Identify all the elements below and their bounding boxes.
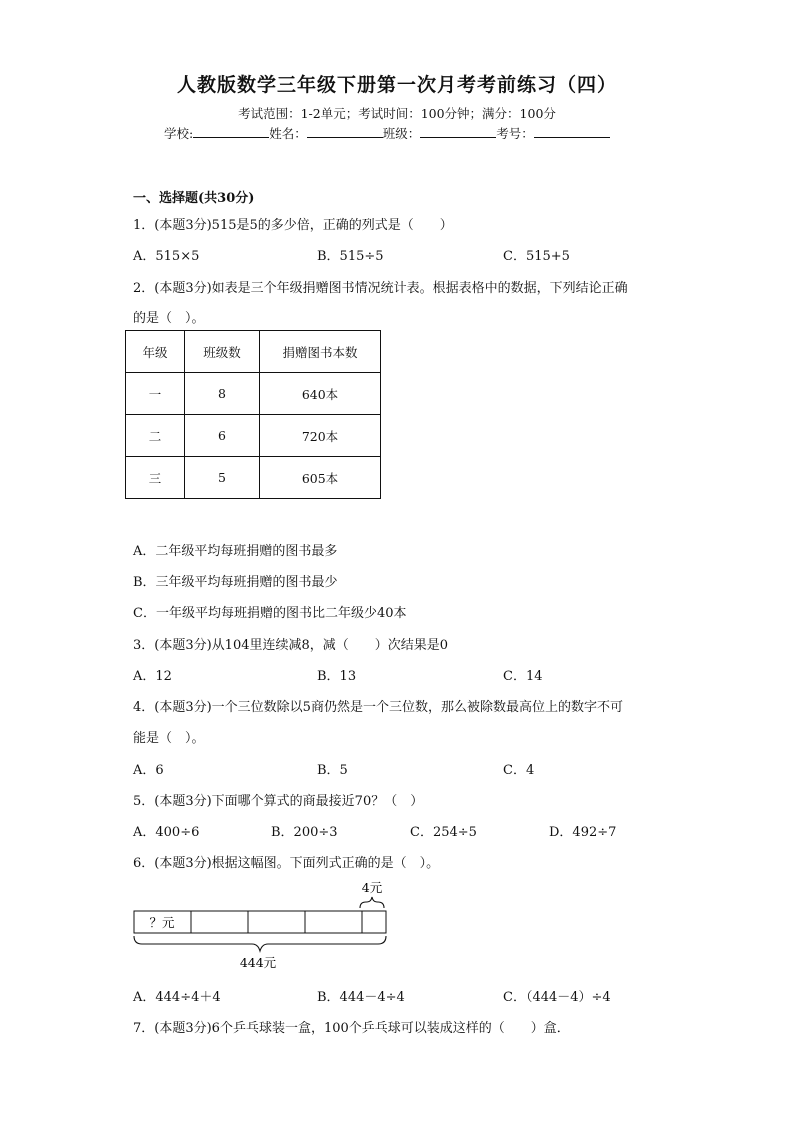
q4-option-b[interactable]: B．5 (317, 763, 348, 778)
bottom-brace (134, 936, 386, 951)
q1-option-b[interactable]: B．515÷5 (317, 249, 384, 264)
class-blank[interactable] (420, 125, 496, 138)
first-box-label: ？元 (149, 915, 175, 930)
table-cell: 605本 (260, 457, 381, 499)
q5-option-c[interactable]: C．254÷5 (410, 825, 477, 840)
class-label: 班级： (382, 126, 421, 141)
q6-option-c[interactable]: C．（444－4）÷4 (503, 990, 611, 1005)
page-title: 人教版数学三年级下册第一次月考考前练习（四） (176, 74, 617, 96)
question-4-line1: 4．(本题3分)一个三位数除以5商仍然是一个三位数，那么被除数最高位上的数字不可 (133, 700, 623, 715)
top-brace (360, 897, 384, 908)
table-cell: 三 (126, 457, 185, 499)
table-header-row (126, 331, 381, 373)
question-7: 7．(本题3分)6个乒乓球装一盒，100个乒乓球可以装成这样的（ ）盒． (133, 1021, 570, 1036)
q5-option-b[interactable]: B．200÷3 (271, 825, 338, 840)
table-cell: 640本 (260, 373, 381, 415)
q6-option-b[interactable]: B．444－4÷4 (317, 990, 405, 1005)
q1-option-c[interactable]: C．515+5 (503, 249, 570, 264)
table-header-cell: 班级数 (185, 331, 260, 373)
table-cell: 720本 (260, 415, 381, 457)
donation-table (125, 330, 381, 499)
question-2-line2: 的是（ ）。 (133, 311, 205, 326)
name-blank[interactable] (307, 125, 383, 138)
segment-diagram (130, 878, 390, 974)
q3-option-c[interactable]: C．14 (503, 669, 543, 684)
q5-option-a[interactable]: A．400÷6 (133, 825, 200, 840)
table-row (126, 457, 381, 499)
q2-option-b[interactable]: B．三年级平均每班捐赠的图书最少 (133, 575, 338, 590)
number-label: 考号： (496, 126, 534, 141)
table-cell: 6 (185, 415, 260, 457)
top-brace-label: 4元 (361, 880, 383, 895)
question-3: 3．(本题3分)从104里连续减8，减（ ）次结果是0 (133, 638, 449, 653)
q3-option-a[interactable]: A．12 (133, 669, 172, 684)
exam-info: 考试范围：1-2单元；考试时间：100分钟；满分：100分 (238, 106, 556, 121)
q1-option-a[interactable]: A．515×5 (133, 249, 200, 264)
q2-option-a[interactable]: A．二年级平均每班捐赠的图书最多 (133, 544, 338, 559)
question-2-line1: 2．(本题3分)如表是三个年级捐赠图书情况统计表。根据表格中的数据，下列结论正确 (133, 281, 628, 296)
table-row (126, 373, 381, 415)
table-cell: 5 (185, 457, 260, 499)
section-heading: 一、选择题(共30分) (133, 191, 255, 206)
question-6: 6．(本题3分)根据这幅图。下面列式正确的是（ ）。 (133, 856, 440, 871)
q4-option-c[interactable]: C．4 (503, 763, 535, 778)
q5-option-d[interactable]: D．492÷7 (549, 825, 617, 840)
name-label: 姓名： (269, 126, 307, 141)
table-header-cell: 捐赠图书本数 (260, 331, 381, 373)
question-5: 5．(本题3分)下面哪个算式的商最接近70？（ ） (133, 794, 424, 809)
segment-diagram-svg (130, 878, 390, 974)
q2-option-c[interactable]: C．一年级平均每班捐赠的图书比二年级少40本 (133, 606, 407, 621)
table-cell: 二 (126, 415, 185, 457)
table-cell: 8 (185, 373, 260, 415)
q6-option-a[interactable]: A．444÷4＋4 (133, 990, 221, 1005)
school-label: 学校: (164, 126, 194, 141)
table-cell: 一 (126, 373, 185, 415)
question-4-line2: 能是（ ）。 (133, 731, 205, 746)
q4-option-a[interactable]: A．6 (133, 763, 164, 778)
bottom-brace-label: 444元 (239, 955, 277, 970)
student-info-line (164, 124, 610, 142)
school-blank[interactable] (193, 125, 269, 138)
table-header-cell: 年级 (126, 331, 185, 373)
question-1: 1．(本题3分)515是5的多少倍，正确的列式是（ ） (133, 218, 453, 233)
number-blank[interactable] (534, 125, 610, 138)
table-row (126, 415, 381, 457)
q3-option-b[interactable]: B．13 (317, 669, 357, 684)
